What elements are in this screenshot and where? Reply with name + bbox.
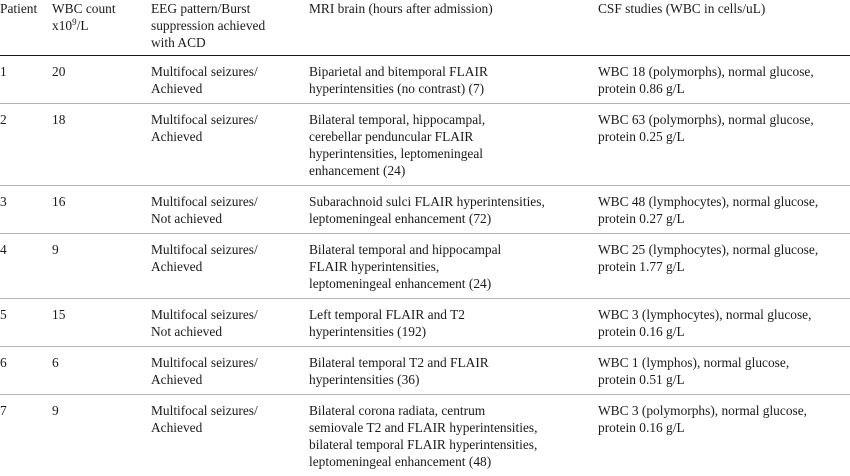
- cell-line: Bilateral temporal T2 and FLAIR: [309, 354, 598, 371]
- cell-line: Achieved: [151, 258, 309, 275]
- cell-patient: [0, 234, 52, 299]
- cell-patient: [0, 299, 52, 347]
- header-patient: Patient: [0, 0, 52, 56]
- cell-line: protein 0.25 g/L: [598, 128, 850, 145]
- cell-mri-brain: [309, 299, 598, 347]
- cell-line: 6: [52, 354, 151, 371]
- cell-csf-studies: [598, 56, 850, 104]
- cell-line: hyperintensities, leptomeningeal: [309, 145, 598, 162]
- cell-line: Biparietal and bitemporal FLAIR: [309, 63, 598, 80]
- cell-patient: [0, 104, 52, 186]
- table-row: [0, 395, 850, 476]
- table-row: [0, 347, 850, 395]
- table-row: [0, 299, 850, 347]
- cell-line: WBC 48 (lymphocytes), normal glucose,: [598, 193, 850, 210]
- cell-line: protein 0.16 g/L: [598, 419, 850, 436]
- cell-csf-studies: [598, 395, 850, 476]
- header-csf-studies: CSF studies (WBC in cells/uL): [598, 0, 850, 56]
- cell-line: 5: [0, 306, 52, 323]
- cell-line: Multifocal seizures/: [151, 306, 309, 323]
- cell-line: WBC 3 (lymphocytes), normal glucose,: [598, 306, 850, 323]
- cell-line: Bilateral temporal, hippocampal,: [309, 111, 598, 128]
- table-row: [0, 186, 850, 234]
- cell-line: Multifocal seizures/: [151, 63, 309, 80]
- cell-mri-brain: [309, 56, 598, 104]
- cell-line: leptomeningeal enhancement (72): [309, 210, 598, 227]
- cell-mri-brain: [309, 395, 598, 476]
- cell-line: WBC 1 (lymphos), normal glucose,: [598, 354, 850, 371]
- cell-wbc-count: [52, 347, 151, 395]
- cell-line: hyperintensities (no contrast) (7): [309, 80, 598, 97]
- table-header: [0, 0, 850, 56]
- cell-wbc-count: [52, 299, 151, 347]
- cell-line: Achieved: [151, 371, 309, 388]
- cell-line: Achieved: [151, 80, 309, 97]
- cell-line: protein 0.27 g/L: [598, 210, 850, 227]
- table-body: [0, 56, 850, 476]
- cell-line: WBC 18 (polymorphs), normal glucose,: [598, 63, 850, 80]
- cell-wbc-count: [52, 104, 151, 186]
- cell-line: 9: [52, 402, 151, 419]
- cell-wbc-count: [52, 186, 151, 234]
- cell-line: FLAIR hyperintensities,: [309, 258, 598, 275]
- cell-line: WBC 25 (lymphocytes), normal glucose,: [598, 241, 850, 258]
- cell-line: 2: [0, 111, 52, 128]
- cell-line: Achieved: [151, 128, 309, 145]
- cell-mri-brain: [309, 104, 598, 186]
- cell-line: 18: [52, 111, 151, 128]
- header-mri-brain: MRI brain (hours after admission): [309, 0, 598, 56]
- cell-csf-studies: [598, 234, 850, 299]
- cell-mri-brain: [309, 234, 598, 299]
- cell-line: Multifocal seizures/: [151, 193, 309, 210]
- cell-line: enhancement (24): [309, 162, 598, 179]
- cell-line: WBC 3 (polymorphs), normal glucose,: [598, 402, 850, 419]
- cell-eeg-pattern: [151, 299, 309, 347]
- cell-line: Left temporal FLAIR and T2: [309, 306, 598, 323]
- cell-wbc-count: [52, 56, 151, 104]
- cell-csf-studies: [598, 299, 850, 347]
- cell-line: protein 1.77 g/L: [598, 258, 850, 275]
- cell-line: protein 0.86 g/L: [598, 80, 850, 97]
- cell-line: protein 0.51 g/L: [598, 371, 850, 388]
- cell-line: Subarachnoid sulci FLAIR hyperintensities,: [309, 193, 598, 210]
- cell-line: Not achieved: [151, 323, 309, 340]
- table-row: [0, 104, 850, 186]
- cell-line: 6: [0, 354, 52, 371]
- cell-line: protein 0.16 g/L: [598, 323, 850, 340]
- cell-line: WBC 63 (polymorphs), normal glucose,: [598, 111, 850, 128]
- cell-mri-brain: [309, 186, 598, 234]
- cell-line: leptomeningeal enhancement (48): [309, 453, 598, 470]
- cell-eeg-pattern: [151, 234, 309, 299]
- cell-wbc-count: [52, 395, 151, 476]
- cell-line: 7: [0, 402, 52, 419]
- header-wbc-count: WBC count $x10^9/L$: [52, 0, 151, 56]
- cell-line: Achieved: [151, 419, 309, 436]
- cell-line: Not achieved: [151, 210, 309, 227]
- cell-line: 4: [0, 241, 52, 258]
- cell-patient: [0, 347, 52, 395]
- cell-line: Multifocal seizures/: [151, 241, 309, 258]
- cell-eeg-pattern: [151, 56, 309, 104]
- cell-line: Bilateral temporal and hippocampal: [309, 241, 598, 258]
- cell-eeg-pattern: [151, 347, 309, 395]
- cell-line: bilateral temporal FLAIR hyperintensities,: [309, 436, 598, 453]
- cell-line: Multifocal seizures/: [151, 402, 309, 419]
- header-eeg-pattern: EEG pattern/Burst suppression achieved with ACD: [151, 0, 309, 56]
- cell-line: 16: [52, 193, 151, 210]
- cell-line: 9: [52, 241, 151, 258]
- cell-line: Multifocal seizures/: [151, 354, 309, 371]
- cell-csf-studies: [598, 104, 850, 186]
- header-row: [0, 0, 850, 56]
- cell-line: 20: [52, 63, 151, 80]
- cell-line: Bilateral corona radiata, centrum: [309, 402, 598, 419]
- table-row: [0, 234, 850, 299]
- cell-line: 1: [0, 63, 52, 80]
- cell-mri-brain: [309, 347, 598, 395]
- cell-line: hyperintensities (36): [309, 371, 598, 388]
- cell-eeg-pattern: [151, 104, 309, 186]
- cell-eeg-pattern: [151, 186, 309, 234]
- cell-eeg-pattern: [151, 395, 309, 476]
- cell-patient: [0, 186, 52, 234]
- cell-line: hyperintensities (192): [309, 323, 598, 340]
- cell-line: semiovale T2 and FLAIR hyperintensities,: [309, 419, 598, 436]
- cell-patient: [0, 395, 52, 476]
- cell-patient: [0, 56, 52, 104]
- cell-line: Multifocal seizures/: [151, 111, 309, 128]
- cell-line: leptomeningeal enhancement (24): [309, 275, 598, 292]
- cell-line: 3: [0, 193, 52, 210]
- table-row: [0, 56, 850, 104]
- cell-csf-studies: [598, 186, 850, 234]
- cell-csf-studies: [598, 347, 850, 395]
- cell-line: 15: [52, 306, 151, 323]
- cell-wbc-count: [52, 234, 151, 299]
- cell-line: cerebellar penduncular FLAIR: [309, 128, 598, 145]
